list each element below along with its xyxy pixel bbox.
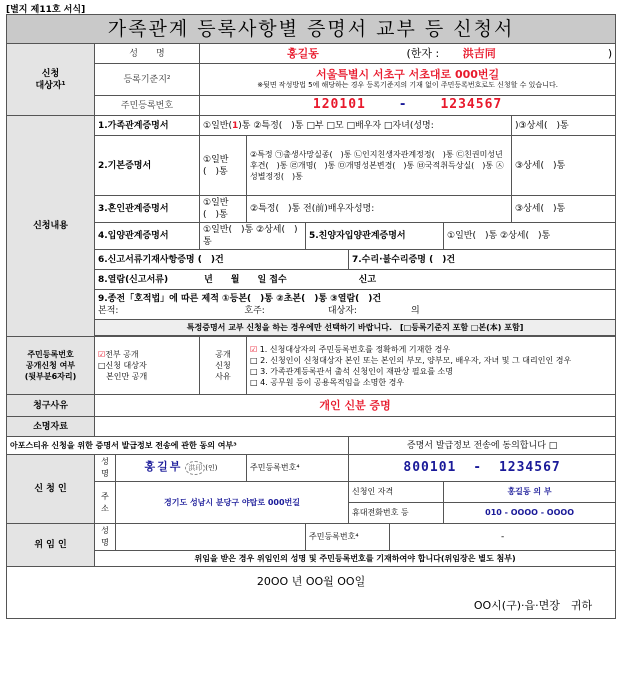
content-section-label: 신청내용 bbox=[7, 116, 95, 337]
cert-family-general-a: ①일반( bbox=[203, 120, 232, 131]
cert-basic-general[interactable]: ①일반( )통 bbox=[200, 136, 247, 196]
target-rrn-label: 주민등록번호 bbox=[95, 96, 200, 116]
seal-suffix: (인) bbox=[205, 464, 218, 472]
cert-adoption-options[interactable]: ①일반( )통 ②상세( )통 bbox=[200, 223, 306, 250]
target-name-value[interactable]: 홍길동 bbox=[287, 46, 319, 60]
rrn-all-label: 전부 공개 bbox=[105, 350, 139, 359]
target-hanja-close: ) bbox=[607, 46, 613, 60]
delegate-name-label: 성명 bbox=[95, 524, 116, 551]
cert-old-register-detail[interactable]: 본적: 호주: 대상자: 의 bbox=[98, 305, 420, 316]
delegate-rrn-value[interactable]: - bbox=[390, 524, 616, 551]
applicant-phone-label: 휴대전화번호 등 bbox=[349, 503, 444, 524]
cert-basic-specific[interactable]: ②특정 ㉠출생사망실종( )통 ㉡인지친생자관계정정( )통 ㉢친권미성년후견( )통 ㉣개명( )통 ㉤개명성본변경( )통 ㉥국적취득상실( )통 ㉦성별정정( )통 bbox=[247, 136, 512, 196]
form-tag: [별지 제11호 서식] bbox=[6, 5, 86, 15]
cert-basic-label: 2.기본증명서 bbox=[95, 136, 200, 196]
applicant-rrn-dash: - bbox=[473, 459, 483, 475]
cert-marriage-detail[interactable]: ③상세( )통 bbox=[512, 196, 616, 223]
cert-family-general-c: )통 bbox=[238, 120, 251, 131]
form-title: 가족관계 등록사항별 증명서 교부 등 신청서 bbox=[7, 15, 616, 44]
reason-4-option[interactable]: □ 4. 공무원 등이 공용목적임을 소명한 경우 bbox=[250, 377, 405, 387]
reason-2-option[interactable]: □ 2. 신청인이 신청대상자 본인 또는 본인의 부모, 양부모, 배우자, 자녀 및 그 대리인인 경우 bbox=[250, 355, 572, 365]
cert-family-general-count[interactable]: 1 bbox=[231, 120, 239, 131]
delegate-section-label: 위 임 인 bbox=[7, 524, 95, 567]
cert-acceptance[interactable]: 7.수리·불수리증명 ( )건 bbox=[349, 250, 616, 270]
signing-date[interactable]: 20OO 년 OO월 OO일 bbox=[256, 574, 366, 588]
applicant-qual-value[interactable]: 홍길동 의 부 bbox=[444, 482, 616, 503]
target-name-label: 성 명 bbox=[95, 44, 200, 64]
evidence-label: 소명자료 bbox=[7, 417, 95, 437]
cert-full-adoption-label: 5.친양자입양관계증명서 bbox=[306, 223, 444, 250]
cert-marriage-label: 3.혼인관계증명서 bbox=[95, 196, 200, 223]
target-hanja-value[interactable]: 洪吉同 bbox=[462, 46, 496, 60]
delegate-rrn-label: 주민등록번호⁴ bbox=[306, 524, 390, 551]
application-form bbox=[6, 14, 616, 619]
apostille-label: 아포스티유 신청을 위한 증명서 발급정보 전송에 관한 동의 여부³ bbox=[7, 437, 349, 455]
office-addressee: OO시(구)·읍·면장 귀하 bbox=[473, 598, 593, 612]
rrn-reason-label: 공개 신청 사유 bbox=[200, 337, 247, 395]
reason-1-label: 1. 신청대상자의 주민등록번호를 정확하게 기재한 경우 bbox=[259, 344, 451, 354]
cert-family-detail[interactable]: )③상세( )통 bbox=[512, 116, 616, 136]
evidence-value[interactable] bbox=[95, 417, 616, 437]
target-rrn-front[interactable]: 120101 bbox=[312, 97, 366, 112]
applicant-section-label: 신 청 인 bbox=[7, 455, 95, 524]
applicant-name-label: 성명 bbox=[95, 455, 116, 482]
target-rrn-back[interactable]: 1234567 bbox=[440, 97, 503, 112]
cert-marriage-general[interactable]: ①일반( )통 bbox=[200, 196, 247, 223]
target-section-label: 신청 대상자¹ bbox=[7, 44, 95, 116]
cert-basic-detail[interactable]: ③상세( )통 bbox=[512, 136, 616, 196]
cert-inspection[interactable]: 8.열람(신고서류) 년 월 일 접수 신고 bbox=[95, 270, 616, 290]
applicant-name-value[interactable]: 홍길부 bbox=[144, 460, 183, 473]
applicant-addr-label: 주소 bbox=[95, 482, 116, 524]
purpose-value[interactable]: 개인 신분 증명 bbox=[95, 395, 616, 417]
applicant-rrn-label: 주민등록번호⁴ bbox=[247, 455, 349, 482]
target-base-note: ※뒷면 작성방법 5에 해당하는 경우 등록기준지의 기재 없이 주민등록번호로도 신청할 수 있습니다. bbox=[257, 81, 558, 89]
target-rrn-dash: - bbox=[398, 97, 408, 112]
cert-marriage-specific[interactable]: ②특정( )통 전(前)배우자성명: bbox=[247, 196, 512, 223]
cert-full-adoption-options[interactable]: ①일반( )통 ②상세( )통 bbox=[444, 223, 616, 250]
purpose-label: 청구사유 bbox=[7, 395, 95, 417]
cert-old-register[interactable]: 9.종전「호적법」에 따른 제적 ①등본( )통 ②초본( )통 ③열람( )건 bbox=[98, 293, 382, 304]
rrn-public-section-label: 주민등록번호 공개신청 여부 (뒷부분6자리) bbox=[7, 337, 95, 395]
cert-family-specific[interactable]: ②특정( )통 □부 □모 □배우자 □자녀(성명: bbox=[253, 120, 434, 131]
target-base-value[interactable]: 서울특별시 서초구 서초대로 000번길 bbox=[315, 68, 500, 81]
applicant-addr-value[interactable]: 경기도 성남시 분당구 야탑로 000번길 bbox=[116, 482, 349, 524]
applicant-rrn-front[interactable]: 800101 bbox=[403, 459, 457, 475]
delegate-note: 위임을 받은 경우 위임인의 성명 및 주민등록번호를 기재하여야 합니다(위임장은 별도 첨부) bbox=[95, 551, 616, 567]
cert-adoption-label: 4.입양관계증명서 bbox=[95, 223, 200, 250]
target-hanja-label: (한자 : bbox=[406, 46, 440, 60]
reason-3-option[interactable]: □ 3. 가족관계등록관서 출석 신청인이 재판상 필요를 소명 bbox=[250, 366, 454, 376]
applicant-phone-value[interactable]: 010 - OOOO - OOOO bbox=[444, 503, 616, 524]
cert-family-label: 1.가족관계증명서 bbox=[95, 116, 200, 136]
applicant-qual-label: 신청인 자격 bbox=[349, 482, 444, 503]
applicant-rrn-back[interactable]: 1234567 bbox=[498, 459, 561, 475]
delegate-name-value[interactable] bbox=[116, 524, 306, 551]
specific-cert-note: 특정증명서 교부 신청을 하는 경우에만 선택하기 바랍니다. [□등록기준지 포함 □본(本) 포함] bbox=[95, 320, 616, 336]
cert-report-items[interactable]: 6.신고서류기재사항증명 ( )건 bbox=[95, 250, 349, 270]
rrn-all-checkbox[interactable]: ☑ bbox=[98, 350, 106, 359]
seal-stamp: 洪印 bbox=[185, 461, 205, 475]
reason-1-checkbox[interactable]: ☑ bbox=[250, 344, 258, 354]
apostille-consent[interactable]: 증명서 발급정보 전송에 동의합니다 □ bbox=[349, 437, 616, 455]
target-base-label: 등록기준지² bbox=[95, 64, 200, 96]
rrn-self-option[interactable]: □신청 대상자 본인만 공개 bbox=[98, 361, 148, 381]
